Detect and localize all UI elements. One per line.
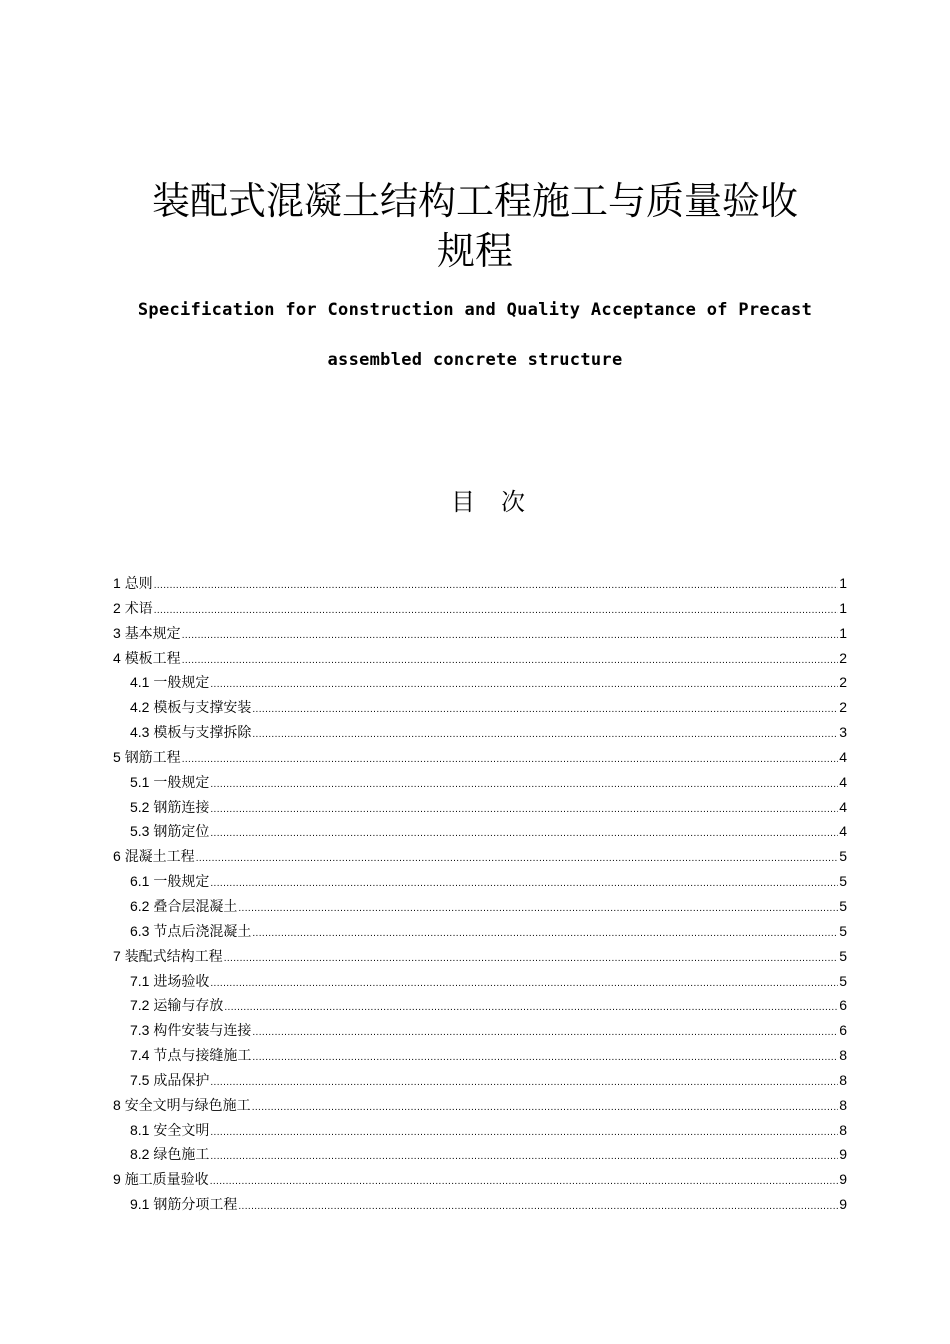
toc-entry-text: 成品保护 bbox=[153, 1071, 210, 1088]
toc-entry-label bbox=[113, 745, 181, 770]
toc-entry[interactable] bbox=[113, 596, 847, 621]
toc-dot-leader bbox=[182, 748, 839, 770]
toc-entry-text: 钢筋定位 bbox=[153, 823, 210, 840]
toc-entry[interactable] bbox=[113, 1167, 847, 1192]
toc-entry-text: 钢筋工程 bbox=[124, 748, 181, 765]
toc-entry-label bbox=[130, 919, 251, 944]
toc-entry-text: 节点与接缝施工 bbox=[153, 1047, 252, 1064]
toc-entry-label bbox=[113, 646, 181, 671]
toc-entry[interactable] bbox=[113, 844, 847, 869]
toc-entry-page: 5 bbox=[839, 848, 847, 865]
toc-entry-number: 8.2 bbox=[130, 1146, 150, 1163]
toc-entry-number: 7.3 bbox=[130, 1022, 150, 1039]
toc-entry-number: 5.2 bbox=[130, 798, 150, 815]
toc-entry-text: 安全文明与绿色施工 bbox=[124, 1096, 251, 1113]
toc-dot-leader bbox=[252, 1046, 838, 1068]
toc-entry-page: 2 bbox=[839, 649, 847, 666]
toc-entry-text: 节点后浇混凝土 bbox=[153, 922, 252, 939]
toc-entry-page: 4 bbox=[839, 773, 847, 790]
toc-entry[interactable] bbox=[113, 993, 847, 1018]
toc-entry-label bbox=[113, 621, 181, 646]
toc-entry-number: 6.3 bbox=[130, 922, 150, 939]
toc-entry-page: 9 bbox=[839, 1196, 847, 1213]
toc-entry-page: 6 bbox=[839, 997, 847, 1014]
toc-entry-number: 5.3 bbox=[130, 823, 150, 840]
toc-entry-number: 4 bbox=[113, 649, 121, 666]
toc-entry-number: 4.2 bbox=[130, 699, 150, 716]
toc-entry-number: 6.1 bbox=[130, 873, 150, 890]
toc-entry-label bbox=[130, 894, 237, 919]
toc-dot-leader bbox=[210, 1071, 838, 1093]
toc-entry-page: 8 bbox=[839, 1047, 847, 1064]
toc-entry-page: 4 bbox=[839, 823, 847, 840]
toc-entry-number: 5.1 bbox=[130, 773, 150, 790]
toc-entry-text: 基本规定 bbox=[124, 624, 181, 641]
toc-entry-label bbox=[130, 1118, 209, 1143]
toc-entry-number: 6.2 bbox=[130, 897, 150, 914]
toc-entry-page: 9 bbox=[839, 1146, 847, 1163]
title-en-line1: Specification for Construction and Quality Acceptance of Precast bbox=[137, 300, 813, 320]
toc-dot-leader bbox=[238, 1195, 838, 1217]
toc-entry-label bbox=[130, 1192, 237, 1217]
toc-dot-leader bbox=[210, 1145, 838, 1167]
toc-entry-text: 术语 bbox=[124, 599, 153, 616]
toc-entry-text: 一般规定 bbox=[153, 873, 210, 890]
toc-entry-text: 总则 bbox=[124, 575, 153, 591]
toc-entry-number: 4.1 bbox=[130, 674, 150, 691]
toc-entry-number: 9 bbox=[113, 1171, 121, 1188]
toc-entry-page: 8 bbox=[839, 1121, 847, 1138]
toc-entry-label bbox=[113, 1167, 209, 1192]
toc-entry[interactable] bbox=[113, 1093, 847, 1118]
toc-entry-number: 1 bbox=[113, 575, 121, 591]
toc-entry[interactable] bbox=[113, 969, 847, 994]
toc-entry-label bbox=[113, 596, 153, 621]
toc-dot-leader bbox=[210, 1170, 839, 1192]
toc-dot-leader bbox=[210, 972, 838, 994]
toc-entry-text: 进场验收 bbox=[153, 972, 210, 989]
toc-entry-page: 9 bbox=[839, 1171, 847, 1188]
toc-dot-leader bbox=[252, 723, 838, 745]
toc-entry-number: 7.1 bbox=[130, 972, 150, 989]
toc-entry[interactable] bbox=[113, 621, 847, 646]
toc-entry-text: 叠合层混凝土 bbox=[153, 897, 238, 914]
title-cn-line1: 装配式混凝土结构工程施工与质量验收 bbox=[151, 179, 798, 223]
toc-entry[interactable] bbox=[113, 1018, 847, 1043]
toc-entry-page: 2 bbox=[839, 699, 847, 716]
toc-entry-number: 8 bbox=[113, 1096, 121, 1113]
toc-entry-page: 2 bbox=[839, 674, 847, 691]
toc-entry-page: 1 bbox=[839, 599, 847, 616]
toc-entry-text: 绿色施工 bbox=[153, 1146, 210, 1163]
toc-entry-text: 施工质量验收 bbox=[124, 1171, 209, 1188]
toc-entry-page: 1 bbox=[839, 624, 847, 641]
toc-entry[interactable] bbox=[113, 770, 847, 795]
toc-entry-label bbox=[130, 993, 223, 1018]
toc-entry-label bbox=[130, 1068, 209, 1093]
toc-entry[interactable] bbox=[113, 869, 847, 894]
toc-entry-label bbox=[113, 1093, 251, 1118]
toc-entry-page: 5 bbox=[839, 947, 847, 964]
toc-dot-leader bbox=[210, 1121, 838, 1143]
toc-entry-label bbox=[113, 944, 223, 969]
toc-dot-leader bbox=[182, 624, 839, 646]
toc-entry-page: 4 bbox=[839, 748, 847, 765]
toc-entry[interactable] bbox=[113, 894, 847, 919]
toc-entry[interactable] bbox=[113, 670, 847, 695]
toc-dot-leader bbox=[252, 1021, 838, 1043]
toc-entry-label bbox=[130, 1142, 209, 1167]
toc-entry-page: 5 bbox=[839, 922, 847, 939]
toc-entry-number: 7.5 bbox=[130, 1071, 150, 1088]
toc-entry-label bbox=[130, 1043, 251, 1068]
toc-heading: 目次 bbox=[451, 488, 551, 516]
toc-entry-text: 装配式结构工程 bbox=[124, 947, 223, 964]
toc-dot-leader bbox=[252, 698, 838, 720]
toc-entry-number: 7.2 bbox=[130, 997, 150, 1014]
toc-dot-leader bbox=[154, 599, 839, 621]
toc-entry-number: 6 bbox=[113, 848, 121, 865]
toc-entry-label bbox=[130, 969, 209, 994]
toc-entry[interactable] bbox=[113, 745, 847, 770]
toc-entry-number: 8.1 bbox=[130, 1121, 150, 1138]
toc-entry[interactable] bbox=[113, 695, 847, 720]
toc-entry[interactable] bbox=[113, 1192, 847, 1217]
toc-dot-leader bbox=[196, 847, 839, 869]
toc-entry-number: 3 bbox=[113, 624, 121, 641]
toc-entry[interactable] bbox=[113, 1043, 847, 1068]
toc-entry-page: 1 bbox=[839, 575, 847, 591]
toc-entry-text: 模板与支撑拆除 bbox=[153, 724, 252, 741]
toc-entry-page: 5 bbox=[839, 873, 847, 890]
toc-entry-text: 运输与存放 bbox=[153, 997, 224, 1014]
toc-dot-leader bbox=[210, 773, 838, 795]
toc-entry-label bbox=[130, 795, 209, 820]
toc-entry-text: 钢筋连接 bbox=[153, 798, 210, 815]
toc-entry[interactable] bbox=[113, 795, 847, 820]
toc-entry-number: 7.4 bbox=[130, 1047, 150, 1064]
title-en-line2: assembled concrete structure bbox=[327, 350, 623, 370]
toc-entry-text: 模板工程 bbox=[124, 649, 181, 666]
toc-entry-text: 钢筋分项工程 bbox=[153, 1196, 238, 1213]
toc-entry-label bbox=[113, 844, 195, 869]
toc-entry[interactable] bbox=[113, 1142, 847, 1167]
document-title-cn bbox=[60, 176, 890, 276]
toc-entry-page: 3 bbox=[839, 724, 847, 741]
toc-entry-number: 7 bbox=[113, 947, 121, 964]
toc-entry-page: 8 bbox=[839, 1096, 847, 1113]
toc-entry[interactable] bbox=[113, 1068, 847, 1093]
toc-dot-leader bbox=[154, 574, 839, 596]
toc-dot-leader bbox=[252, 922, 838, 944]
toc-entry-page: 5 bbox=[839, 972, 847, 989]
toc-entry-label bbox=[130, 819, 209, 844]
toc-entry-text: 一般规定 bbox=[153, 773, 210, 790]
toc-entry[interactable] bbox=[113, 819, 847, 844]
toc-entry-number: 9.1 bbox=[130, 1196, 150, 1213]
toc-dot-leader bbox=[210, 872, 838, 894]
toc-entry-page: 8 bbox=[839, 1071, 847, 1088]
toc-entry-text: 安全文明 bbox=[153, 1121, 210, 1138]
toc-entry[interactable] bbox=[113, 646, 847, 671]
toc-entry-page: 5 bbox=[839, 897, 847, 914]
toc-entry-text: 混凝土工程 bbox=[124, 848, 195, 865]
toc-entry-page: 4 bbox=[839, 798, 847, 815]
toc-entry-label bbox=[130, 869, 209, 894]
toc-entry[interactable] bbox=[113, 919, 847, 944]
toc-dot-leader bbox=[210, 822, 838, 844]
toc-entry-number: 5 bbox=[113, 748, 121, 765]
toc-entry-label bbox=[130, 1018, 251, 1043]
toc-entry-text: 模板与支撑安装 bbox=[153, 699, 252, 716]
toc-entry-label bbox=[130, 670, 209, 695]
title-cn-line2: 规程 bbox=[436, 229, 513, 273]
toc-entry-label bbox=[130, 695, 251, 720]
toc-entry-number: 2 bbox=[113, 599, 121, 616]
toc-dot-leader bbox=[224, 996, 838, 1018]
toc-entry-page: 6 bbox=[839, 1022, 847, 1039]
toc-entry[interactable] bbox=[113, 720, 847, 745]
toc-entry[interactable] bbox=[113, 571, 847, 596]
toc-entry[interactable] bbox=[113, 1118, 847, 1143]
toc-entry-text: 构件安装与连接 bbox=[153, 1022, 252, 1039]
toc-dot-leader bbox=[210, 798, 838, 820]
toc-entry[interactable] bbox=[113, 944, 847, 969]
toc-entry-label bbox=[113, 571, 153, 596]
toc-dot-leader bbox=[182, 649, 839, 671]
toc-dot-leader bbox=[252, 1096, 839, 1118]
toc-entry-text: 一般规定 bbox=[153, 674, 210, 691]
table-of-contents bbox=[113, 571, 847, 1217]
toc-dot-leader bbox=[224, 947, 839, 969]
toc-dot-leader bbox=[238, 897, 838, 919]
toc-entry-number: 4.3 bbox=[130, 724, 150, 741]
toc-dot-leader bbox=[210, 673, 838, 695]
toc-entry-label bbox=[130, 770, 209, 795]
toc-entry-label bbox=[130, 720, 251, 745]
